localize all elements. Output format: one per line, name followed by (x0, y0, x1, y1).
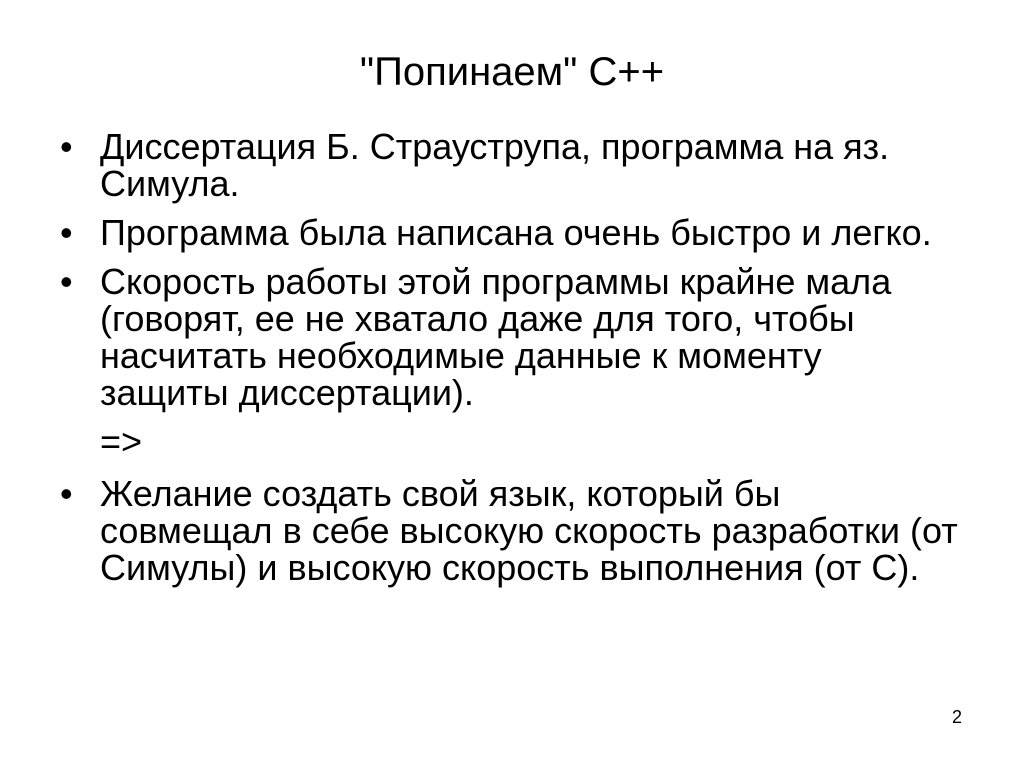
bullet-item (60, 263, 960, 411)
bullet-dot-icon: • (60, 212, 73, 253)
bullet-text: Программа была написана очень быстро и легко. (100, 212, 932, 253)
bullet-text: Диссертация Б. Страуструпа, программа на яз. Симула. (100, 126, 890, 204)
bullet-dot-icon: • (60, 473, 73, 514)
slide-content (60, 128, 960, 598)
bullet-text: Желание создать свой язык, который бы совмещал в себе высокую скорость разработки (от Симулы) и высокую скорость выполнения (от С). (100, 473, 958, 588)
bullet-item (60, 128, 960, 202)
bullet-dot-icon: • (60, 261, 73, 302)
arrow-line: => (100, 421, 143, 462)
bullet-item (60, 475, 960, 586)
slide-title: "Попинаем" С++ (359, 50, 665, 94)
bullet-dot-icon: • (60, 126, 73, 167)
bullet-item (60, 214, 960, 251)
slide-number: 2 (951, 707, 962, 727)
bullet-text: Скорость работы этой программы крайне мала (говорят, ее не хватало даже для того, чтобы насчитать необходимые данные к моменту защиты диссертации). (100, 261, 892, 413)
